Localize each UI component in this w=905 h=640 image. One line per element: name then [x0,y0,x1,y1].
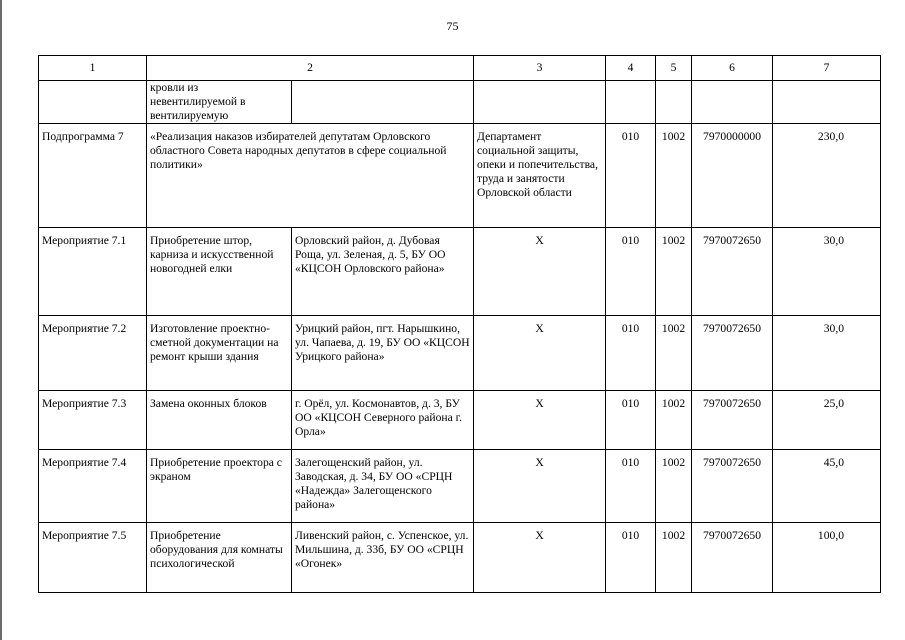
cell-col5: 1002 [656,124,692,228]
table-row [39,316,881,391]
cell-description: Изготовление проектно-сметной документации на ремонт крыши здания [147,316,292,391]
cell-executor: Х [474,316,606,391]
cell-col4: 010 [606,228,656,316]
cell-col6: 7970072650 [692,316,773,391]
page-number: 75 [446,19,459,33]
cell-col5: 1002 [656,523,692,593]
cell-col7: 30,0 [773,228,881,316]
cell-description: Замена оконных блоков [147,391,292,450]
cell-empty [474,81,606,124]
table-row [39,228,881,316]
header-cell: 2 [147,56,474,81]
header-cell: 5 [656,56,692,81]
cell-address [292,81,474,124]
cell-col4: 010 [606,391,656,450]
table-row-continuation [39,81,881,124]
cell-col7: 25,0 [773,391,881,450]
scan-left-edge [0,0,2,640]
cell-col7: 100,0 [773,523,881,593]
cell-name: Мероприятие 7.4 [39,450,147,523]
cell-description: Приобретение оборудования для комнаты психологической [147,523,292,593]
cell-col4: 010 [606,124,656,228]
cell-col5: 1002 [656,316,692,391]
cell-col5: 1002 [656,391,692,450]
cell-description: кровли из невентилируемой в вентилируемую [147,81,292,124]
cell-address: Залегощенский район, ул. Заводская, д. 34, БУ ОО «СРЦН «Надежда» Залегощенского района» [292,450,474,523]
header-cell: 4 [606,56,656,81]
cell-col4: 010 [606,523,656,593]
cell-executor: Х [474,391,606,450]
cell-subprogram-title: «Реализация наказов избирателей депутатам Орловского областного Совета народных депутатов в сфере социальной политики» [147,124,474,228]
cell-description: Приобретение проектора с экраном [147,450,292,523]
cell-col6: 7970072650 [692,228,773,316]
cell-executor: Х [474,523,606,593]
header-cell: 3 [474,56,606,81]
cell-empty [606,81,656,124]
cell-col7: 45,0 [773,450,881,523]
cell-col6: 7970072650 [692,523,773,593]
cell-empty [39,81,147,124]
cell-name: Мероприятие 7.5 [39,523,147,593]
cell-col7: 230,0 [773,124,881,228]
cell-executor: Департамент социальной защиты, опеки и попечительства, труда и занятости Орловской области [474,124,606,228]
cell-name: Мероприятие 7.2 [39,316,147,391]
cell-col4: 010 [606,316,656,391]
cell-col6: 7970072650 [692,391,773,450]
cell-address: Ливенский район, с. Успенское, ул. Мильшина, д. 33б, БУ ОО «СРЦН «Огонек» [292,523,474,593]
header-cell: 7 [773,56,881,81]
header-cell: 6 [692,56,773,81]
cell-empty [656,81,692,124]
table-row [39,391,881,450]
cell-address: Урицкий район, пгт. Нарышкино, ул. Чапаева, д. 19, БУ ОО «КЦСОН Урицкого района» [292,316,474,391]
table-row-subprogram [39,124,881,228]
cell-name: Мероприятие 7.1 [39,228,147,316]
cell-empty [773,81,881,124]
cell-col6: 7970000000 [692,124,773,228]
cell-address: г. Орёл, ул. Космонавтов, д. 3, БУ ОО «КЦСОН Северного района г. Орла» [292,391,474,450]
cell-executor: Х [474,450,606,523]
cell-col6: 7970072650 [692,450,773,523]
cell-col7: 30,0 [773,316,881,391]
cell-col4: 010 [606,450,656,523]
cell-col5: 1002 [656,228,692,316]
table-row [39,523,881,593]
cell-empty [692,81,773,124]
budget-table [38,55,881,593]
header-cell: 1 [39,56,147,81]
cell-name: Подпрограмма 7 [39,124,147,228]
table-header-row [39,56,881,81]
cell-executor: Х [474,228,606,316]
cell-name: Мероприятие 7.3 [39,391,147,450]
cell-address: Орловский район, д. Дубовая Роща, ул. Зеленая, д. 5, БУ ОО «КЦСОН Орловского района» [292,228,474,316]
cell-description: Приобретение штор, карниза и искусственной новогодней елки [147,228,292,316]
cell-col5: 1002 [656,450,692,523]
table-row [39,450,881,523]
